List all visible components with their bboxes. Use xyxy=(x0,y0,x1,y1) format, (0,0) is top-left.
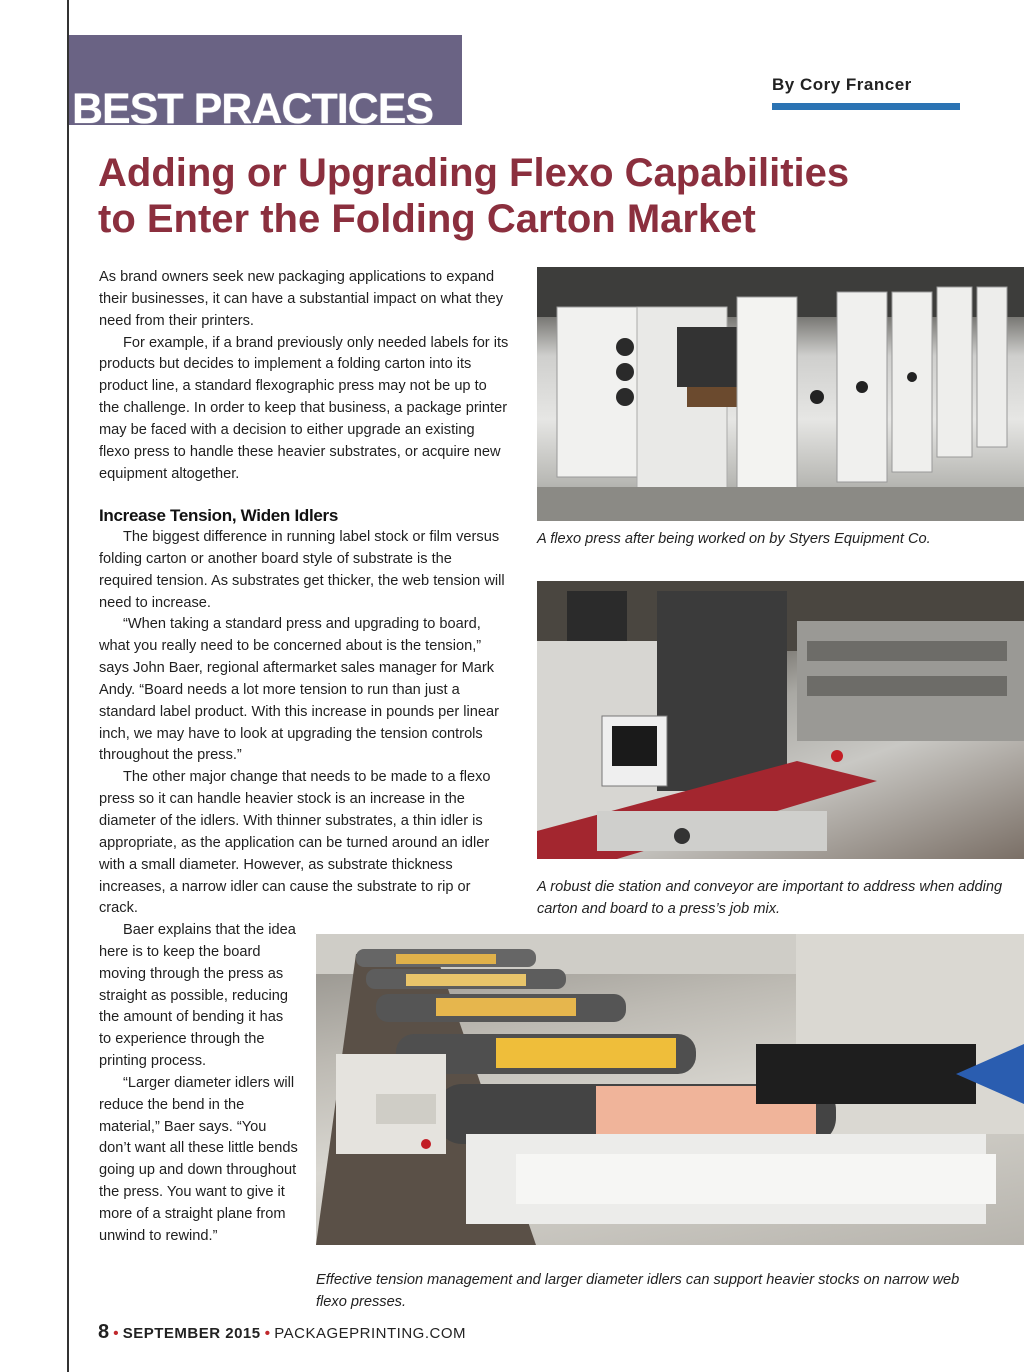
page-number: 8 xyxy=(98,1321,110,1343)
paragraph: Baer explains that the idea here is to keep the board moving through the press as straight as possible, reducing the amount of bending it has to experience through the printing process. xyxy=(99,922,296,1070)
photo-3-caption: Effective tension management and larger diameter idlers can support heavier stocks on narrow web flexo presses. xyxy=(316,1272,960,1310)
footer-separator: • xyxy=(113,1325,119,1342)
paragraph: For example, if a brand previously only needed labels for its products but decides to implement a folding carton into its product line, a standard flexographic press may not be up to the challenge. In order to keep that business, a package printer may be faced with a decision to either upgrade an existing flexo press to handle these heavier substrates, or acquire new equipment altogether. xyxy=(99,334,509,482)
paragraph: “When taking a standard press and upgrading to board, what you really need to be concerned about is the tension,” says John Baer, regional aftermarket sales manager for Mark Andy. “Board needs a lot more tension to run than just a standard label product. With this increase in pounds per linear inch, we may have to look at upgrading the tension controls throughout the press.” xyxy=(99,616,499,764)
press-photo-3 xyxy=(316,934,1024,1245)
page-left-rule xyxy=(67,0,69,1372)
photo-1-caption: A flexo press after being worked on by Styers Equipment Co. xyxy=(537,531,931,547)
paragraph: The other major change that needs to be made to a flexo press so it can handle heavier stock is an increase in the diameter of the idlers. With thinner substrates, a thin idler is appropriate, as the application can be turned around an idler with a small diameter. However, as substrate thickness increases, a narrow idler can cause the substrate to rip or crack. xyxy=(99,769,491,917)
article-headline xyxy=(98,150,978,242)
paragraph: As brand owners seek new packaging applications to expand their businesses, it can have a substantial impact on what they need from their printers. xyxy=(99,269,503,329)
page-footer xyxy=(98,1321,466,1344)
press-photo-2 xyxy=(537,581,1024,859)
article-body xyxy=(99,505,509,920)
headline-line-1: Adding or Upgrading Flexo Capabilities xyxy=(98,151,850,195)
article-intro xyxy=(99,267,509,485)
paragraph: “Larger diameter idlers will reduce the bend in the material,” Baer says. “You don’t want all these little bends going up and down throughout the press. You want to give it more of a straight plane from unwind to rewind.” xyxy=(99,1074,298,1244)
website: PACKAGEPRINTING.COM xyxy=(274,1325,466,1342)
headline-line-2: to Enter the Folding Carton Market xyxy=(98,197,756,241)
byline-rule xyxy=(772,103,960,110)
photo-2-caption: A robust die station and conveyor are important to address when adding carton and board to a press’s job mix. xyxy=(537,879,1003,917)
footer-separator: • xyxy=(264,1325,271,1342)
paragraph: The biggest difference in running label stock or film versus folding carton or another board style of substrate is the required tension. As substrates get thicker, the web tension will need to increase. xyxy=(99,529,505,611)
subhead: Increase Tension, Widen Idlers xyxy=(99,506,338,525)
issue-date: SEPTEMBER 2015 xyxy=(122,1325,261,1342)
article-body-narrow xyxy=(99,920,299,1248)
section-label: BEST PRACTICES xyxy=(72,85,434,133)
byline: By Cory Francer xyxy=(772,75,912,94)
press-photo-1 xyxy=(537,267,1024,521)
